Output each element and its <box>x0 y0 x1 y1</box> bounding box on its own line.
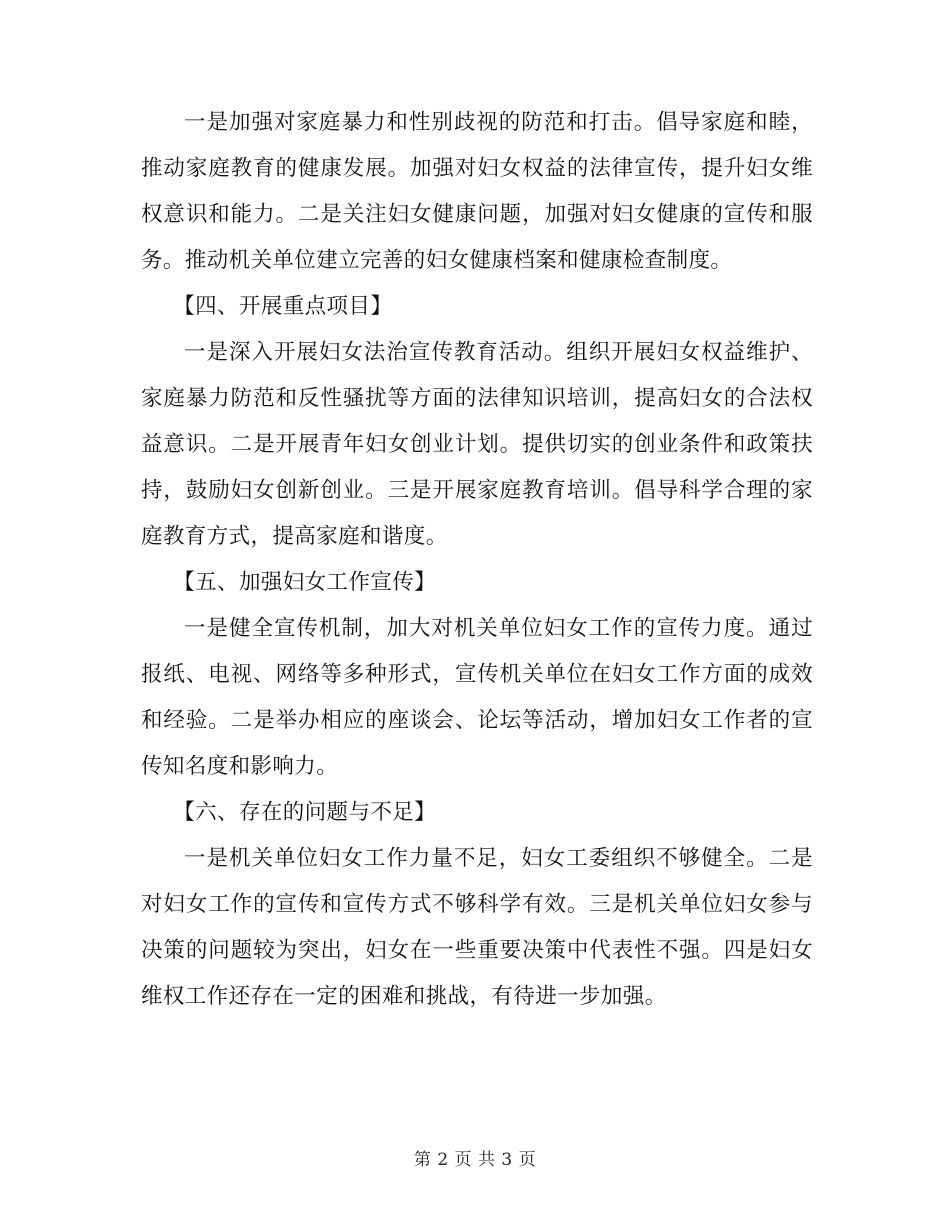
paragraph-family-violence-and-health: 一是加强对家庭暴力和性别歧视的防范和打击。倡导家庭和睦，推动家庭教育的健康发展。加强对妇女权益的法律宣传，提升妇女维权意识和能力。二是关注妇女健康问题，加强对妇女健康的宣传和服务。推动机关单位建立完善的妇女健康档案和健康检查制度。 <box>141 110 813 273</box>
page-number-footer: 第 2 页 共 3 页 <box>413 1150 537 1170</box>
paragraph-problems: 一是机关单位妇女工作力量不足，妇女工委组织不够健全。二是对妇女工作的宣传和宣传方式不够科学有效。三是机关单位妇女参与决策的问题较为突出，妇女在一些重要决策中代表性不强。四是妇女维权工作还存在一定的困难和挑战，有待进一步加强。 <box>141 846 813 1009</box>
paragraph-key-projects: 一是深入开展妇女法治宣传教育活动。组织开展妇女权益维护、家庭暴力防范和反性骚扰等方面的法律知识培训，提高妇女的合法权益意识。二是开展青年妇女创业计划。提供切实的创业条件和政策扶持，鼓励妇女创新创业。三是开展家庭教育培训。倡导科学合理的家庭教育方式，提高家庭和谐度。 <box>141 340 813 549</box>
section-heading-problems: 【六、存在的问题与不足】 <box>173 800 437 825</box>
section-heading-key-projects: 【四、开展重点项目】 <box>173 294 393 319</box>
section-heading-publicity: 【五、加强妇女工作宣传】 <box>173 570 437 595</box>
document-body <box>141 100 813 1020</box>
paragraph-publicity: 一是健全宣传机制，加大对机关单位妇女工作的宣传力度。通过报纸、电视、网络等多种形式，宣传机关单位在妇女工作方面的成效和经验。二是举办相应的座谈会、论坛等活动，增加妇女工作者的宣传知名度和影响力。 <box>141 616 813 779</box>
